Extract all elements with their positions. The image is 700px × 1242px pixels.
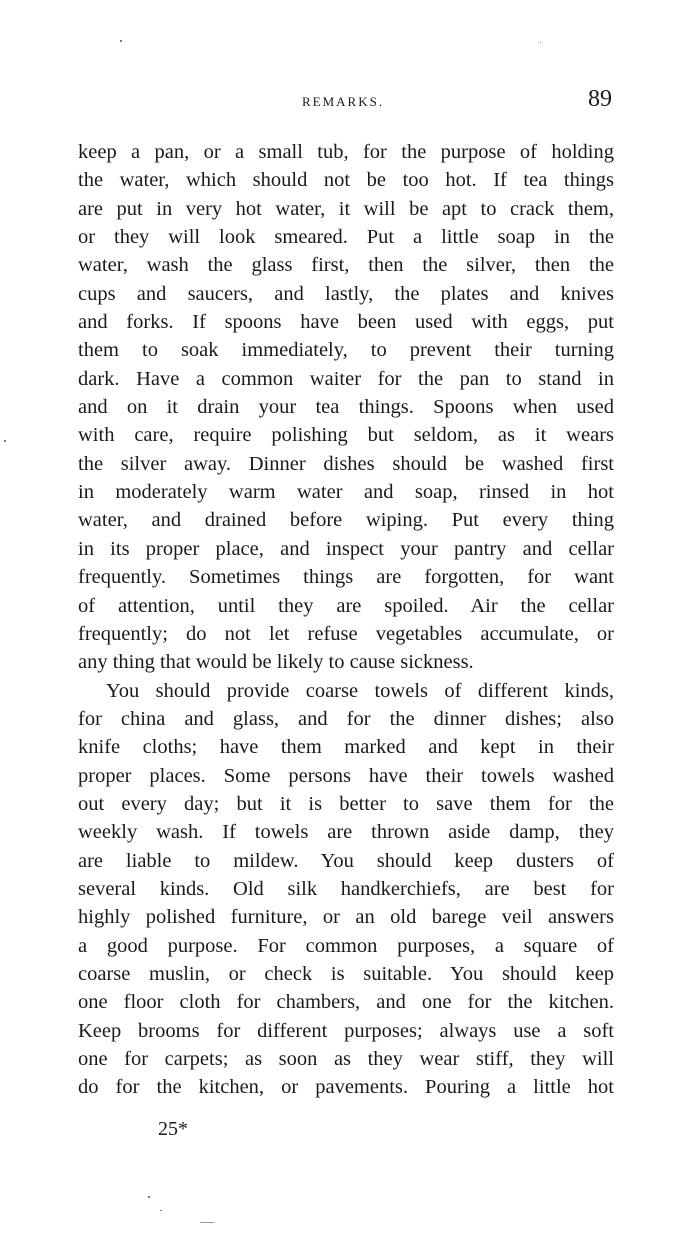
scan-speck [148, 1196, 150, 1198]
running-head: REMARKS. [302, 94, 385, 109]
scan-speck [120, 40, 122, 42]
paragraph-start-line: You should provide coarse towels of different kinds, [106, 679, 614, 702]
signature-mark: 25* [158, 1118, 188, 1140]
text-line: for china and glass, and for the dinner dishes; also [78, 707, 614, 730]
text-line: are put in very hot water, it will be apt to crack them, [78, 197, 614, 220]
scan-speck [540, 42, 541, 43]
text-line: out every day; but it is better to save them for the [78, 792, 614, 815]
text-line: them to soak immediately, to prevent their turning [78, 339, 614, 362]
text-line: coarse muslin, or check is suitable. You should keep [78, 962, 614, 985]
scan-speck [160, 1210, 162, 1211]
text-line: weekly wash. If towels are thrown aside damp, they [78, 821, 614, 844]
scan-speck [200, 1222, 214, 1223]
text-line: proper places. Some persons have their towels washed [78, 764, 614, 787]
text-line: water, wash the glass first, then the silver, then the [78, 254, 614, 277]
text-line: keep a pan, or a small tub, for the purpose of holding [78, 141, 614, 163]
text-line: the water, which should not be too hot. If tea things [78, 169, 614, 192]
text-line: with care, require polishing but seldom, as it wears [78, 424, 614, 447]
text-line: highly polished furniture, or an old barege veil answers [78, 906, 614, 929]
page-header [78, 86, 618, 118]
text-line: knife cloths; have them marked and kept in their [78, 736, 614, 759]
text-line: of attention, until they are spoiled. Air the cellar [78, 594, 614, 617]
page-number: 89 [588, 86, 612, 112]
scan-speck [4, 440, 6, 442]
text-line: dark. Have a common waiter for the pan to stand in [78, 367, 614, 390]
text-line: water, and drained before wiping. Put every thing [78, 509, 614, 532]
text-line: and forks. If spoons have been used with eggs, put [78, 311, 614, 334]
text-line: Keep brooms for different purposes; always use a soft [78, 1019, 614, 1042]
text-line: cups and saucers, and lastly, the plates and knives [78, 282, 614, 305]
text-line: in its proper place, and inspect your pantry and cellar [78, 537, 614, 560]
text-line: the silver away. Dinner dishes should be washed first [78, 452, 614, 475]
text-line: are liable to mildew. You should keep dusters of [78, 849, 614, 872]
text-line: one for carpets; as soon as they wear stiff, they will [78, 1048, 614, 1070]
text-line: and on it drain your tea things. Spoons when used [78, 396, 614, 419]
text-line: or they will look smeared. Put a little soap in the [78, 226, 614, 249]
text-line: do for the kitchen, or pavements. Pouring a little hot [78, 1076, 614, 1099]
text-line: frequently; do not let refuse vegetables accumulate, or [78, 622, 614, 645]
text-line: frequently. Sometimes things are forgotten, for want [78, 566, 614, 589]
text-line: any thing that would be likely to cause sickness. [78, 651, 474, 674]
body-text [78, 138, 614, 1102]
text-line: one floor cloth for chambers, and one for the kitchen. [78, 991, 614, 1014]
text-line: several kinds. Old silk handkerchiefs, are best for [78, 877, 614, 900]
text-line: in moderately warm water and soap, rinsed in hot [78, 481, 614, 504]
text-line: a good purpose. For common purposes, a square of [78, 934, 614, 957]
